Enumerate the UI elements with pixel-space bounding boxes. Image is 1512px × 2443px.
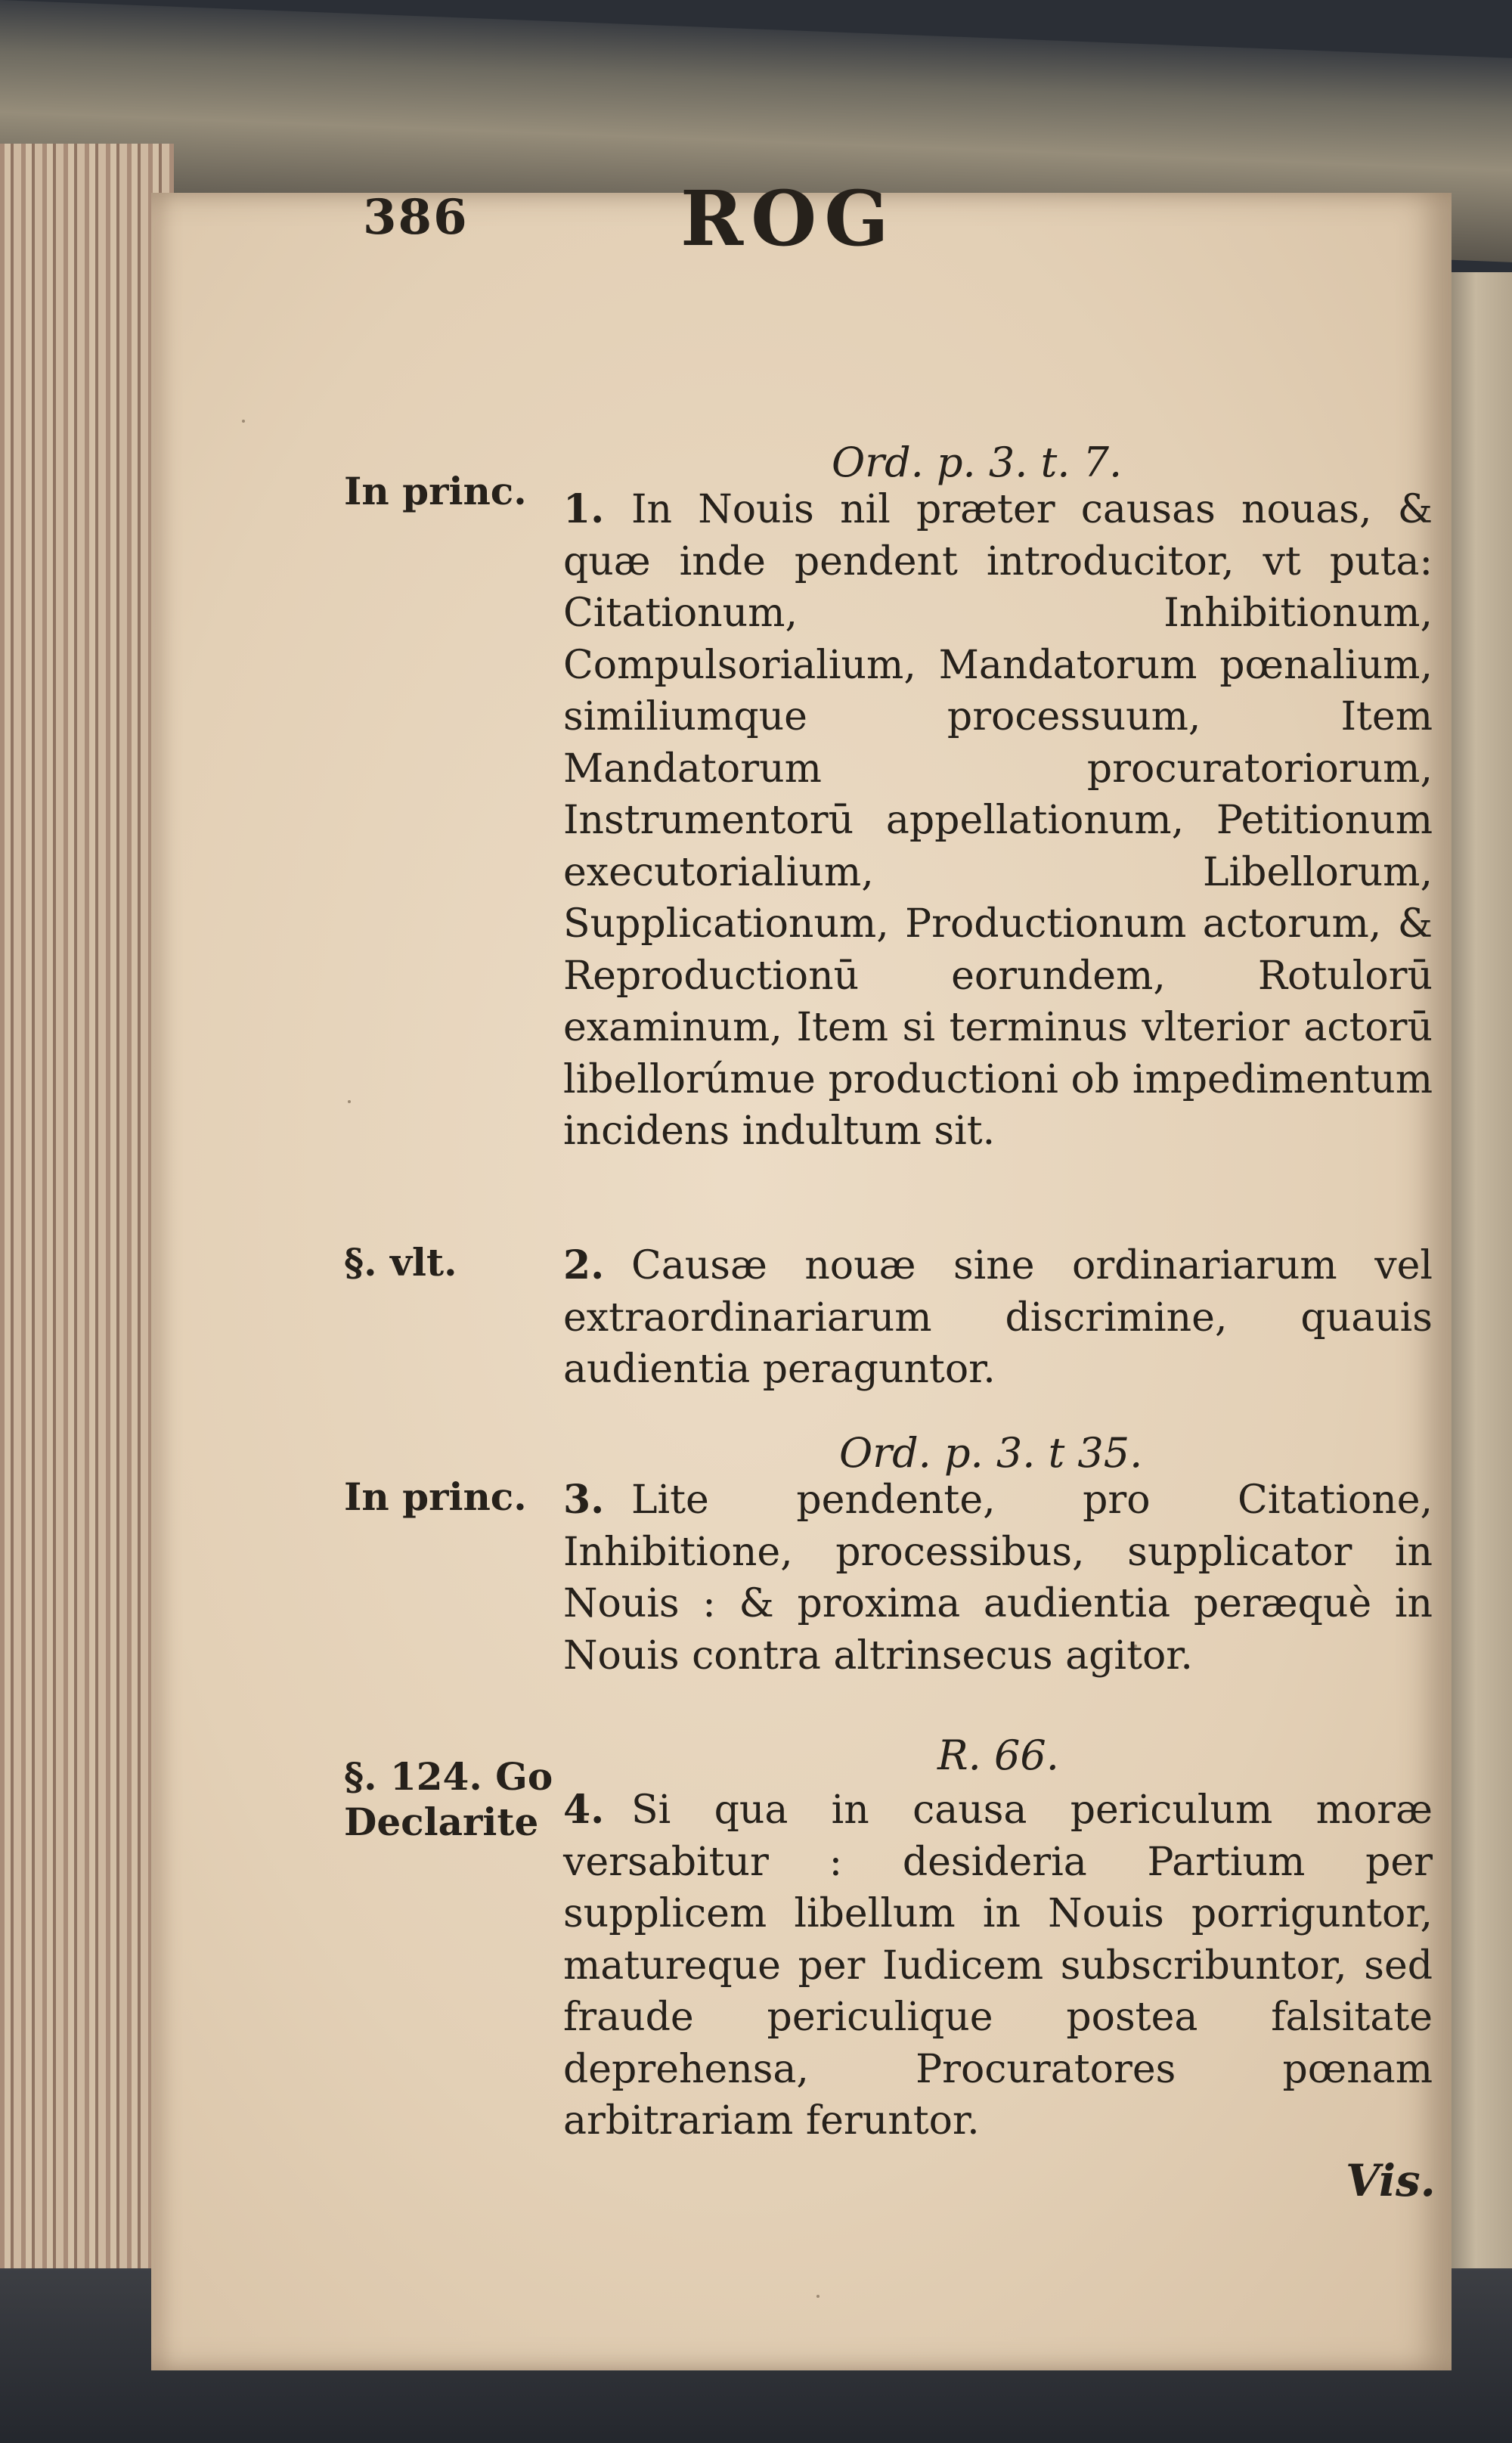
margin-note-3 [344, 1474, 527, 1520]
article-number: 1. [563, 486, 605, 532]
margin-note-text: Declarite [344, 1800, 539, 1844]
article-text: Causæ nouæ sine ordinariarum vel extraordinariarum discrimine, quauis audientia peraguntor. [563, 1243, 1433, 1392]
margin-note-text: §. vlt. [344, 1240, 457, 1285]
article-number: 3. [563, 1477, 605, 1523]
margin-note-text: In princ. [344, 469, 527, 513]
reference-2: Ord. p. 3. t 35. [839, 1429, 1143, 1477]
paper-speck [242, 420, 245, 423]
page-header [363, 174, 1119, 263]
article-text: Si qua in causa periculum moræ versabitur : desideria Partium per supplicem libellum in Nouis porriguntor, matureque per Iudicem subscribuntor, sed fraude periculique postea falsitate deprehensa, Procuratores pœnam arbitrariam feruntor. [563, 1787, 1433, 2144]
page-number: 386 [363, 189, 469, 246]
paper-speck [816, 2295, 820, 2298]
margin-note-2 [344, 1240, 457, 1285]
article-number: 4. [563, 1787, 605, 1833]
article-number: 2. [563, 1242, 605, 1288]
margin-note-text: §. 124. Go [344, 1754, 553, 1799]
article-2 [563, 1240, 1433, 1396]
margin-note-text: In princ. [344, 1474, 527, 1519]
article-4 [563, 1784, 1433, 2147]
article-text: Lite pendente, pro Citatione, Inhibitione, processibus, supplicator in Nouis : & proxima audientia peræquè in Nouis contra altrinsecus agitor. [563, 1477, 1433, 1679]
article-1 [563, 484, 1433, 1158]
running-head: ROG [680, 174, 897, 263]
margin-note-4 [344, 1754, 553, 1845]
margin-note-1 [344, 469, 527, 514]
reference-3: R. 66. [937, 1731, 1059, 1779]
page-stack-edge [0, 144, 174, 2374]
reference-1: Ord. p. 3. t. 7. [832, 439, 1123, 486]
article-text: In Nouis nil præter causas nouas, & quæ inde pendent introducitor, vt puta: Citationum, Inhibitionum, Compulsorialium, Mandatorum pœnalium, similiumque processuum, Item Mandatorum procuratoriorum, Instrumentorū appellationum, Petitionum executorialium, Libellorum, Supplicationum, Productionum actorum, & Reproductionū eorundem, Rotulorū examinum, Item si terminus vlterior actorū libellorúmue productioni ob impedimentum incidens indultum sit. [563, 487, 1433, 1154]
paper-speck [348, 1100, 351, 1103]
article-3 [563, 1474, 1433, 1682]
catchword: Vis. [1346, 2155, 1436, 2206]
